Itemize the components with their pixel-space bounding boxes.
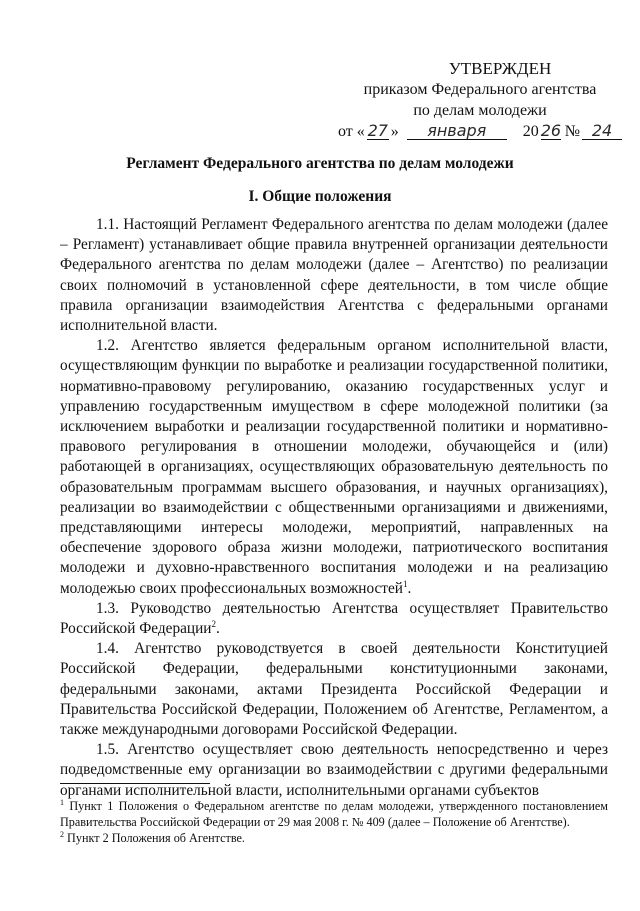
paragraph-1-4: 1.4. Агентство руководствуется в своей деятельности Конституцией Российской Федерации, федеральными конституционными законами, федеральными законами, актами Президента Российской Федерации и Правительства Российской Федерации, Положением об Агентстве, Регламентом, а также международными договорами Российской Федерации. [60,640,608,739]
approval-title: УТВЕРЖДЕН [448,59,552,78]
footnote-ref-2[interactable]: 2 [211,618,216,629]
approval-date-line [330,121,630,142]
footnote-2: $^2$ Пункт 2 Положения об Агентстве. [60,829,245,845]
footnote-divider [60,783,210,784]
date-mid: » [390,123,399,140]
handwritten-number: 24 [582,123,622,140]
number-label: № [564,123,581,140]
approval-line-2: по делам молодежи [413,102,547,119]
paragraph-1-3: 1.3. Руководство деятельностью Агентства осуществляет Правительство Российской Федерации$^2$. [60,599,608,638]
handwritten-month: января [407,123,507,140]
handwritten-year: 26 [540,121,562,140]
document-title: Регламент Федерального агентства по делам молодежи [126,155,514,172]
footnote-1: $^1$ Пункт 1 Положения о Федеральном агентстве по делам молодежи, утвержденного постановлением Правительства Российской Федерации от 29 мая 2008 г. № 409 (далее – Положение об Агентстве). [60,797,608,829]
handwritten-day: 27 [367,121,388,140]
year-prefix: 20 [522,123,539,140]
footnote-ref-1[interactable]: 1 [402,578,408,589]
paragraph-1-1: 1.1. Настоящий Регламент Федерального агентства по делам молодежи (далее – Регламент) устанавливает общие правила внутренней организации деятельности Федерального агентства по делам молодежи (далее – Агентство) по реализации своих полномочий в установленной сфере деятельности, в том числе общие правила организации взаимодействия Агентства с федеральными органами исполнительной власти. [60,216,608,335]
paragraph-1-2: 1.2. Агентство является федеральным органом исполнительной власти, осуществляющим функции по выработке и реализации государственной политики, нормативно-правовому регулированию, оказанию государственных услуг и управлению государственным имуществом в сфере молодежной политики (за исключением выработки и реализации государственной политики и нормативно-правового регулирования в отношении молодежи, обучающейся и (или) работающей в организациях, осуществляющих образовательную деятельность по образовательным программам высшего образования, и научных организациях), реализации во взаимодействии с общественными организациями и движениями, представляющими интересы молодежи, мероприятий, направленных на обеспечение здорового образа жизни молодежи, патриотического воспитания молодежи и духовно-нравственного воспитания молодежи и на реализацию молодежью своих профессиональных возможностей$^1$. [60,337,608,597]
section-title: I. Общие положения [248,188,392,205]
date-prefix: от « [337,123,365,140]
approval-line-1: приказом Федерального агентства [363,81,597,98]
paragraph-1-5: 1.5. Агентство осуществляет свою деятельность непосредственно и через подведомственные ему организации во взаимодействии с другими федеральными органами исполнительной власти, исполнительными органами субъектов [60,741,608,799]
document-body [60,215,608,801]
footnotes [60,798,608,846]
approval-stamp [330,58,630,142]
